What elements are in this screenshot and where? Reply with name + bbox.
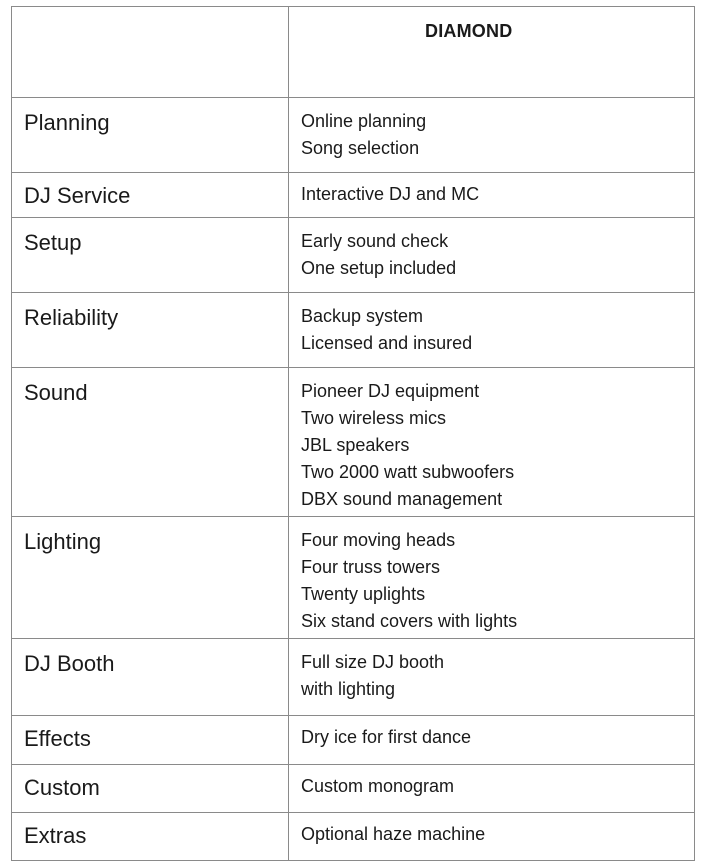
table-row [12,367,695,516]
table-row [12,639,695,716]
feature-item: Two wireless mics [301,407,447,428]
feature-list-lighting [289,516,695,639]
feature-item: One setup included [301,257,457,278]
category-label-sound: Sound [12,367,289,516]
feature-list-dj-booth [289,639,695,716]
feature-item: Backup system [301,306,424,327]
feature-item: Custom monogram [301,775,455,796]
category-label-setup: Setup [12,217,289,293]
feature-item: Six stand covers with lights [301,610,518,631]
feature-item: Early sound check [301,230,449,251]
table-row [12,293,695,368]
feature-item: with lighting [301,679,396,700]
feature-item: Optional haze machine [301,823,486,844]
category-label-dj-service: DJ Service [12,172,289,217]
feature-item: Two 2000 watt subwoofers [301,461,515,482]
table-row [12,217,695,293]
feature-list-setup [289,217,695,293]
feature-item: DBX sound management [301,488,503,509]
category-label-reliability: Reliability [12,293,289,368]
table-header-row [12,7,695,98]
feature-item: JBL speakers [301,434,410,455]
feature-item: Twenty uplights [301,583,426,604]
category-label-planning: Planning [12,98,289,173]
table-row [12,764,695,812]
category-label-custom: Custom [12,764,289,812]
feature-item: Full size DJ booth [301,652,445,673]
feature-list-custom [289,764,695,812]
table-row [12,715,695,764]
feature-item: Online planning [301,111,427,131]
feature-list-dj-service [289,172,695,217]
feature-item: Song selection [301,138,420,158]
feature-item: Interactive DJ and MC [301,183,480,204]
package-name-header: DIAMOND [289,7,695,98]
package-comparison-table [11,6,695,861]
header-corner-cell [12,7,289,98]
feature-item: Pioneer DJ equipment [301,380,480,401]
feature-list-extras [289,812,695,860]
feature-list-planning [289,98,695,173]
feature-item: Four truss towers [301,556,441,577]
category-label-extras: Extras [12,812,289,860]
feature-item: Licensed and insured [301,333,473,354]
table-row [12,812,695,860]
table-row [12,98,695,173]
feature-list-sound [289,367,695,516]
feature-item: Dry ice for first dance [301,726,472,747]
feature-list-effects [289,715,695,764]
category-label-lighting: Lighting [12,516,289,639]
feature-item: Four moving heads [301,529,456,550]
category-label-dj-booth: DJ Booth [12,639,289,716]
feature-list-reliability [289,293,695,368]
category-label-effects: Effects [12,715,289,764]
table-row [12,172,695,217]
table-row [12,516,695,639]
